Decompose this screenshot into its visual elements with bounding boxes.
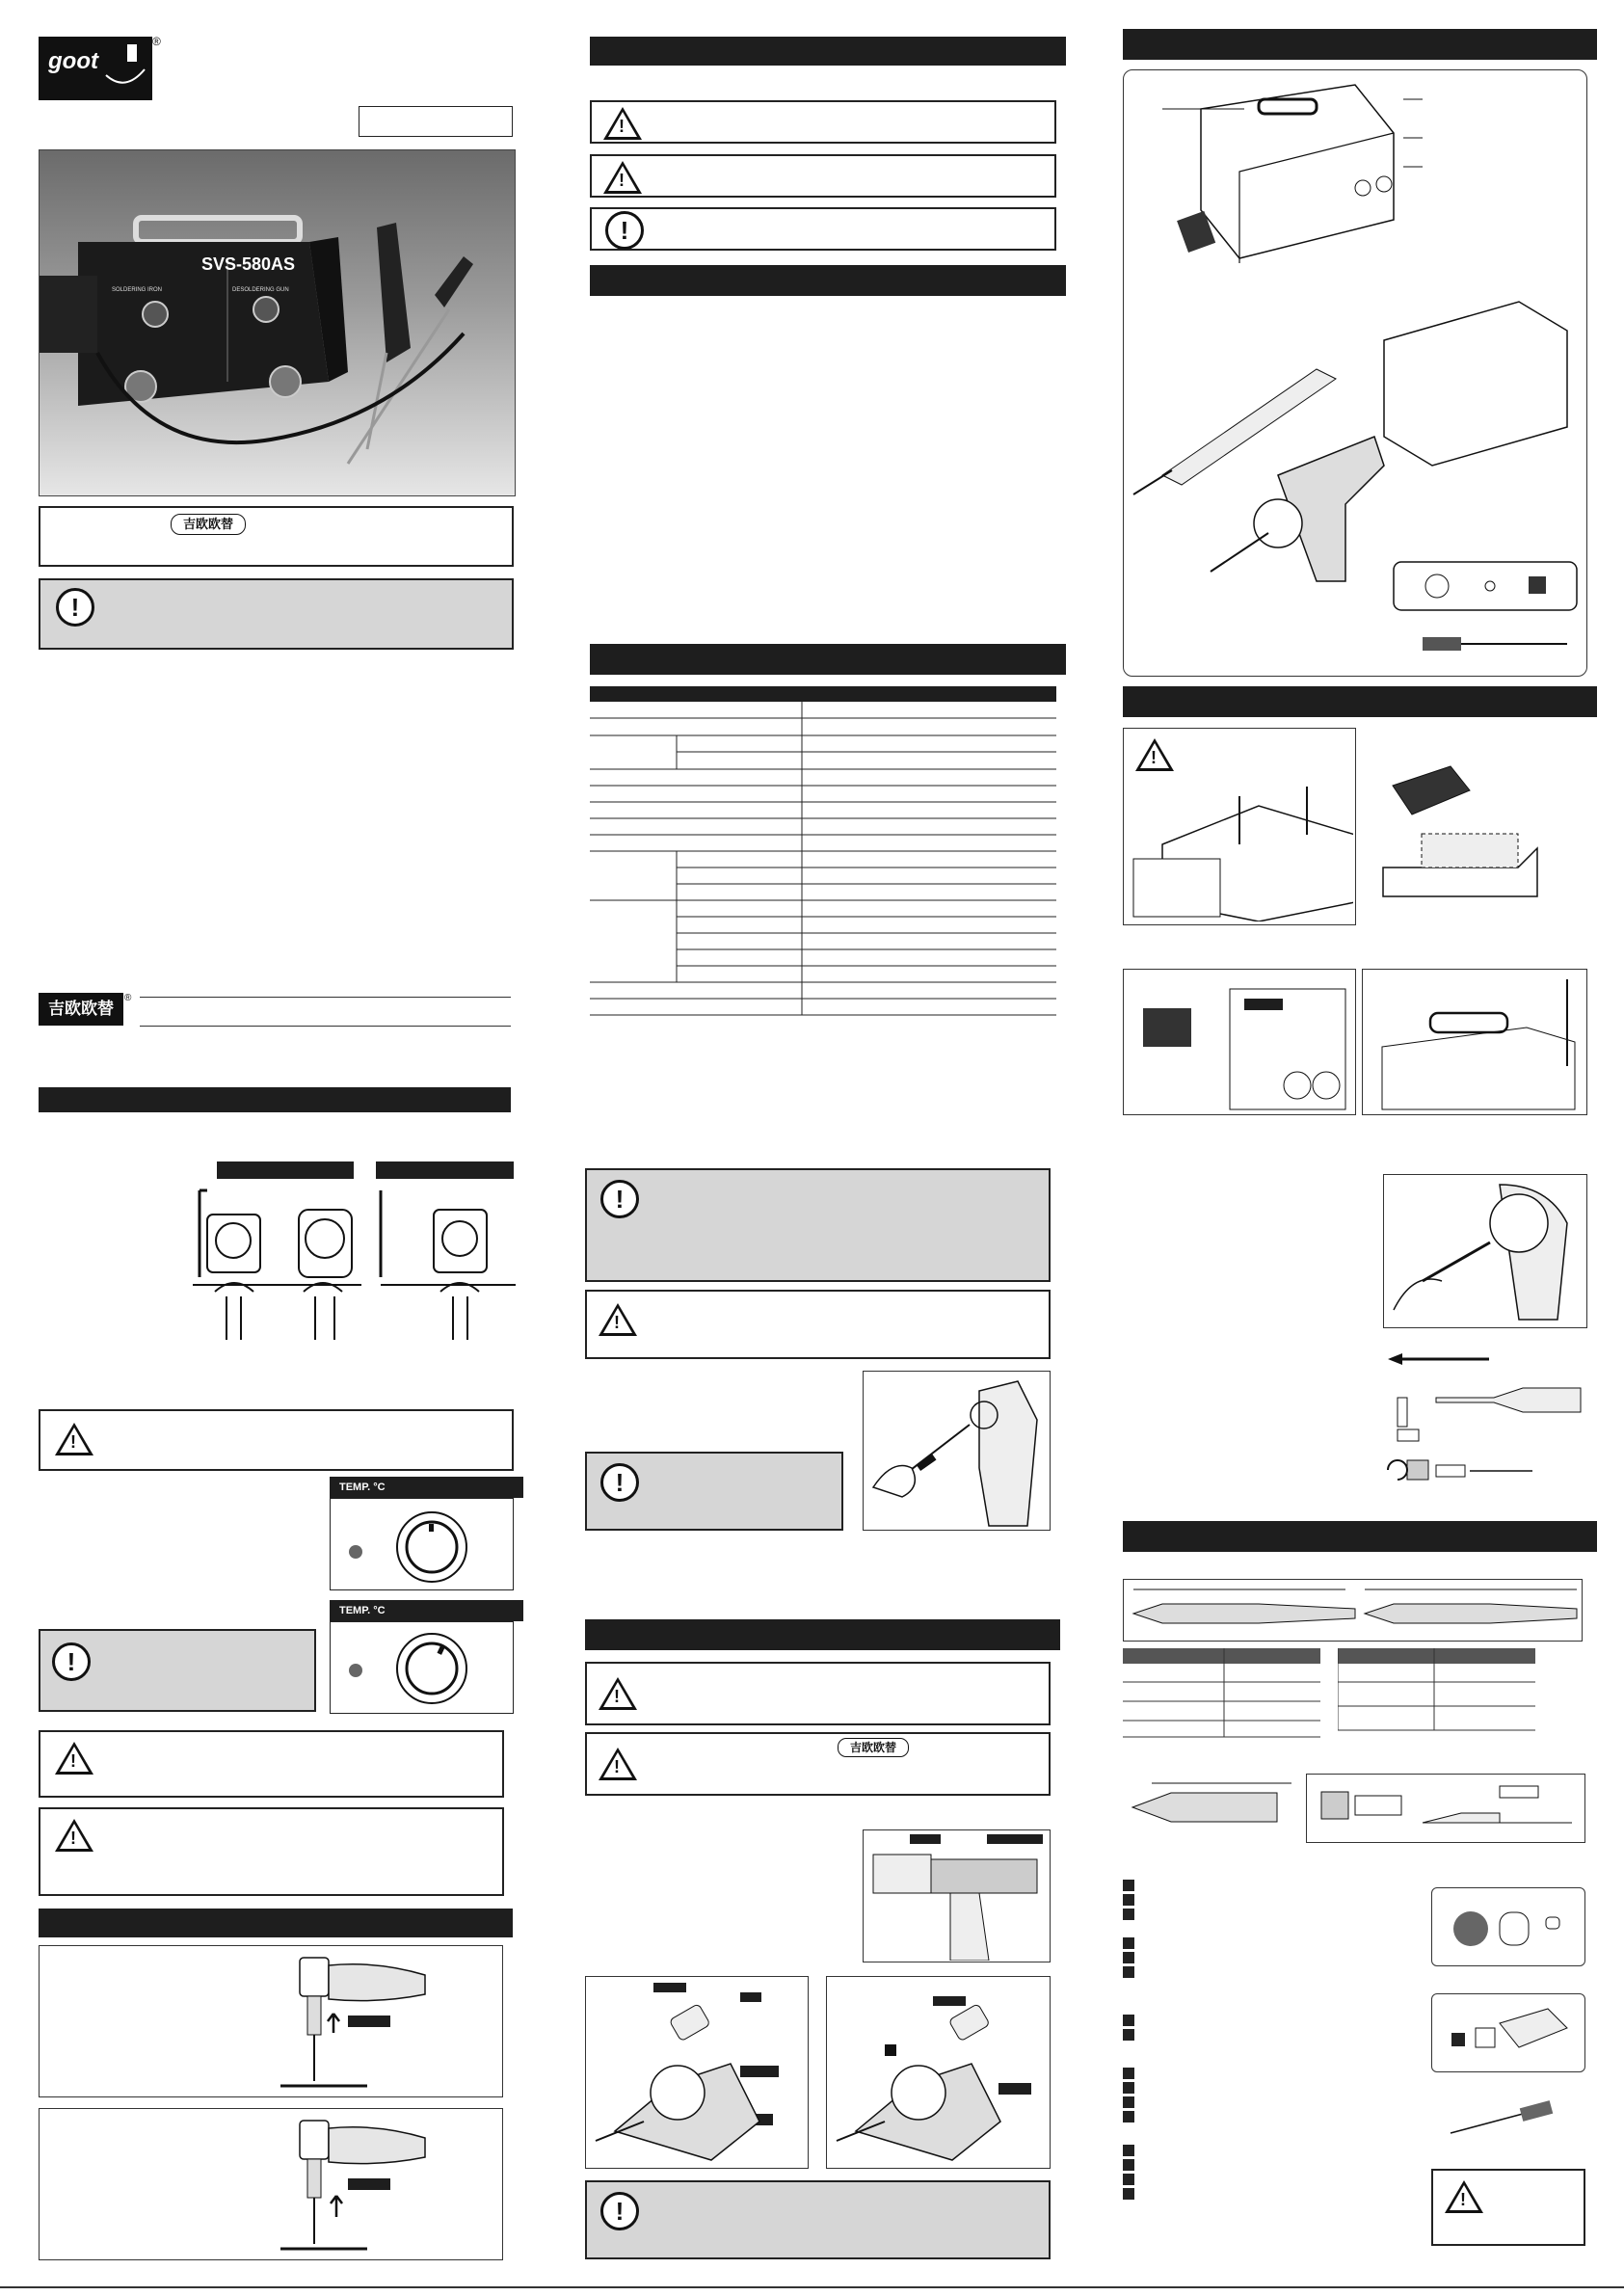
dial-panel-header-2: TEMP. °C: [330, 1600, 523, 1621]
assembly-illustration-4: [1362, 969, 1587, 1115]
section-bar-maintenance: [585, 1619, 1060, 1650]
illustration-iron-tip-1: [39, 1945, 503, 2097]
assembly-illustration-3: [1123, 969, 1356, 1115]
trademark-badge-2: 吉欧欧替: [838, 1738, 909, 1757]
tip-side-diagram: [1123, 1774, 1301, 1831]
parts-diagram: [1123, 69, 1587, 677]
safety-warning-1: !: [590, 100, 1056, 144]
illustration-tip-exploded: [1378, 1345, 1585, 1499]
warning-box-right: !: [1431, 2169, 1585, 2246]
warning-box-4: !: [585, 1290, 1051, 1359]
section-bar-parts: [1123, 29, 1597, 60]
section-bar-assembly: [1123, 686, 1597, 717]
connector-label-left: [217, 1161, 354, 1179]
important-note-box-2: [39, 1629, 316, 1712]
brand-rule-bottom: [140, 1026, 511, 1027]
section-bar-precautions: [590, 265, 1066, 296]
section-bar-connection: [39, 1087, 511, 1112]
exclamation-circle-icon: !: [605, 211, 644, 250]
exclamation-circle-icon: !: [600, 1463, 639, 1502]
trademark-badge: 吉欧欧替: [171, 514, 246, 535]
tip-exploded-box: [1306, 1774, 1585, 1843]
illustration-gun-disassembly-1: [585, 1976, 809, 2169]
illustration-cleaning-rod: [1446, 2099, 1561, 2138]
registered-mark: ®: [152, 35, 161, 48]
important-note-box-5: [585, 2180, 1051, 2259]
brand-registered: ®: [124, 993, 132, 1003]
warning-box-2: !: [39, 1730, 504, 1798]
product-photo: [39, 149, 516, 496]
illustration-tip-replace: [1383, 1174, 1587, 1328]
numbered-bullets: [1123, 1880, 1142, 2265]
model-name-label: SVS-580AS: [201, 254, 296, 274]
dial-panel-2: [330, 1621, 514, 1714]
illustration-gun-heater: [863, 1829, 1051, 1962]
illustration-gun-disassembly-2: [826, 1976, 1051, 2169]
assembly-illustration-1: !: [1123, 728, 1356, 925]
temperature-dial-1: [331, 1499, 512, 1589]
page-bottom-rule: [0, 2286, 1624, 2288]
section-bar-tips: [1123, 1521, 1597, 1552]
important-note-box-3: [585, 1168, 1051, 1282]
warning-box-3: !: [39, 1807, 504, 1896]
exclamation-circle-icon: !: [52, 1642, 91, 1681]
brand-mark-cn: 吉欧欧替: [39, 993, 123, 1026]
connector-label-right: [376, 1161, 514, 1179]
spec-table-header: [590, 686, 1056, 702]
brand-rule-top: [140, 997, 511, 998]
assembly-illustration-2: [1364, 728, 1587, 925]
warning-box-6: ! 吉欧欧替: [585, 1732, 1051, 1796]
logo-text: goot: [48, 48, 98, 74]
temperature-dial-2: [331, 1622, 512, 1713]
illustration-iron-tip-2: [39, 2108, 503, 2260]
dial-panel-1: [330, 1498, 514, 1590]
warning-box-5: !: [585, 1662, 1051, 1725]
soldering-panel-label: SOLDERING IRON: [112, 287, 163, 293]
desoldering-panel-label: DESOLDERING GUN: [232, 287, 289, 293]
safety-warning-2: !: [590, 154, 1056, 198]
connector-diagram: [188, 1181, 516, 1340]
tip-table-left: [1123, 1648, 1320, 1745]
tip-table-right: [1338, 1648, 1535, 1735]
section-bar-safety: [590, 37, 1066, 66]
trademark-notice-box: [39, 506, 514, 567]
important-note-box-4: [585, 1452, 843, 1531]
illustration-filter-parts: [1431, 1887, 1585, 1966]
tip-dimension-diagram: [1123, 1579, 1583, 1642]
important-note-box: [39, 578, 514, 650]
illustration-cleaning-nozzle: [863, 1371, 1051, 1531]
exclamation-circle-icon: !: [600, 1180, 639, 1218]
warning-box-1: !: [39, 1409, 514, 1471]
safety-caution: [590, 207, 1056, 251]
section-bar-operation: [39, 1909, 513, 1937]
model-number-box: [359, 106, 513, 137]
exclamation-circle-icon: !: [600, 2192, 639, 2230]
goot-logo: [39, 37, 152, 100]
exclamation-circle-icon: !: [56, 588, 94, 627]
dial-panel-header-1: TEMP. °C: [330, 1477, 523, 1498]
spec-table: [590, 702, 1056, 1025]
section-bar-specifications: [590, 644, 1066, 675]
illustration-nozzle-parts: [1431, 1993, 1585, 2072]
